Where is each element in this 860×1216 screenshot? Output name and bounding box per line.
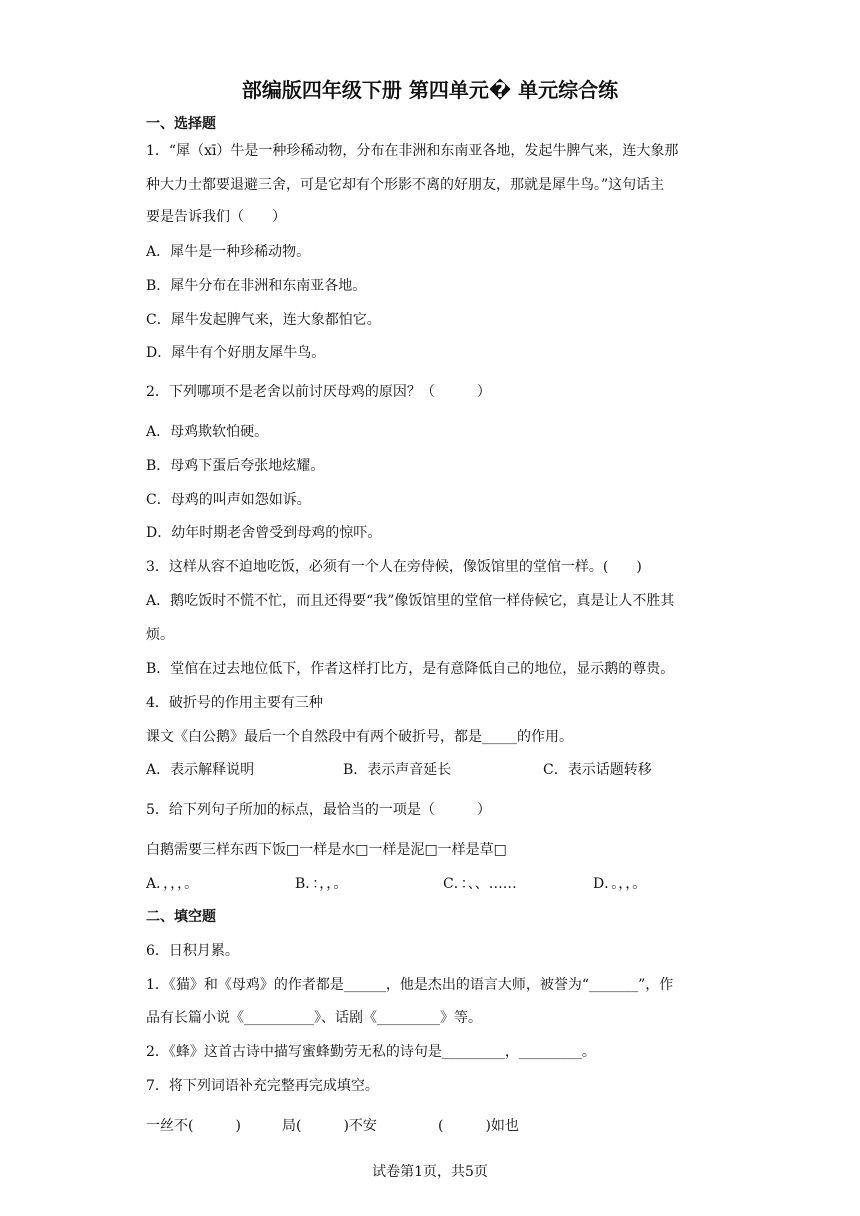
question-2-option-b: B．母鸡下蛋后夸张地炫耀。 <box>146 458 325 474</box>
question-5-option-b: B．：，，。 <box>295 876 348 892</box>
section-heading-choice: 一、选择题 <box>146 116 216 132</box>
question-1-line-2: 种大力士都要退避三舍，可是它却有个形影不离的好朋友，那就是犀牛鸟。”这句话主 <box>146 177 665 193</box>
question-5-option-a: A．，，，。 <box>146 876 199 892</box>
question-1-option-a: A．犀牛是一种珍稀动物。 <box>146 244 311 260</box>
question-7-item-3: ( )如也 <box>438 1118 519 1134</box>
question-7: 7．将下列词语补充完整再完成填空。 <box>146 1078 379 1094</box>
question-6-sub-2: 2．《蜂》这首古诗中描写蜜蜂勤劳无私的诗句是_________，_________。 <box>146 1044 596 1060</box>
question-4-sub: 课文《白公鹅》最后一个自然段中有两个破折号，都是_____的作用。 <box>146 729 573 745</box>
question-2: 2．下列哪项不是老舍以前讨厌母鸡的原因？（ ） <box>146 384 491 400</box>
question-6-sub-1-line-2: 品有长篇小说《__________》、话剧《_________》等。 <box>146 1010 482 1026</box>
question-3: 3．这样从容不迫地吃饭，必须有一个人在旁侍候，像饭馆里的堂倌一样。( ) <box>146 559 642 575</box>
question-2-option-a: A．母鸡欺软怕硬。 <box>146 424 269 440</box>
question-1-option-c: C．犀牛发起脾气来，连大象都怕它。 <box>146 312 381 328</box>
question-1-option-d: D．犀牛有个好朋友犀牛鸟。 <box>146 345 326 361</box>
question-4-option-a: A．表示解释说明 <box>146 762 255 778</box>
question-2-option-c: C．母鸡的叫声如怨如诉。 <box>146 492 311 508</box>
page-title: 部编版四年级下册 第四单元� 单元综合练 <box>241 78 619 102</box>
question-4-option-b: B．表示声音延长 <box>343 762 452 778</box>
question-3-option-a-line-1: A．鹅吃饭时不慌不忙，而且还得要“我”像饭馆里的堂倌一样侍候它，真是让人不胜其 <box>146 593 675 609</box>
section-heading-fill: 二、填空题 <box>146 909 216 925</box>
question-7-item-2: 局( )不安 <box>282 1118 377 1134</box>
question-2-option-d: D．幼年时期老舍曾受到母鸡的惊吓。 <box>146 525 382 541</box>
question-5-option-d: D．。，，。 <box>593 876 647 892</box>
question-5-sentence: 白鹅需要三样东西下饭□一样是水□一样是泥□一样是草□ <box>146 842 507 858</box>
question-4-option-c: C．表示话题转移 <box>543 762 652 778</box>
question-3-option-b: B．堂倌在过去地位低下，作者这样打比方，是有意降低自己的地位，显示鹅的尊贵。 <box>146 661 675 677</box>
question-1-line-3: 要是告诉我们（ ） <box>146 209 286 225</box>
question-5-option-c: C．：、、…… <box>443 876 517 892</box>
question-6: 6．日积月累。 <box>146 943 239 959</box>
question-1-option-b: B．犀牛分布在非洲和东南亚各地。 <box>146 278 367 294</box>
page-footer: 试卷第1页，共5页 <box>372 1164 488 1180</box>
question-6-sub-1-line-1: 1．《猫》和《母鸡》的作者都是______，他是杰出的语言大师，被誉为“_______”，作 <box>146 977 674 993</box>
question-5: 5．给下列句子所加的标点，最恰当的一项是（ ） <box>146 802 491 818</box>
question-7-item-1: 一丝不( ) <box>146 1118 241 1134</box>
question-1-line-1: 1．“犀（xī）牛是一种珍稀动物，分布在非洲和东南亚各地，发起牛脾气来，连大象那 <box>146 143 679 159</box>
question-4: 4．破折号的作用主要有三种 <box>146 695 323 711</box>
question-3-option-a-line-2: 烦。 <box>146 627 174 643</box>
